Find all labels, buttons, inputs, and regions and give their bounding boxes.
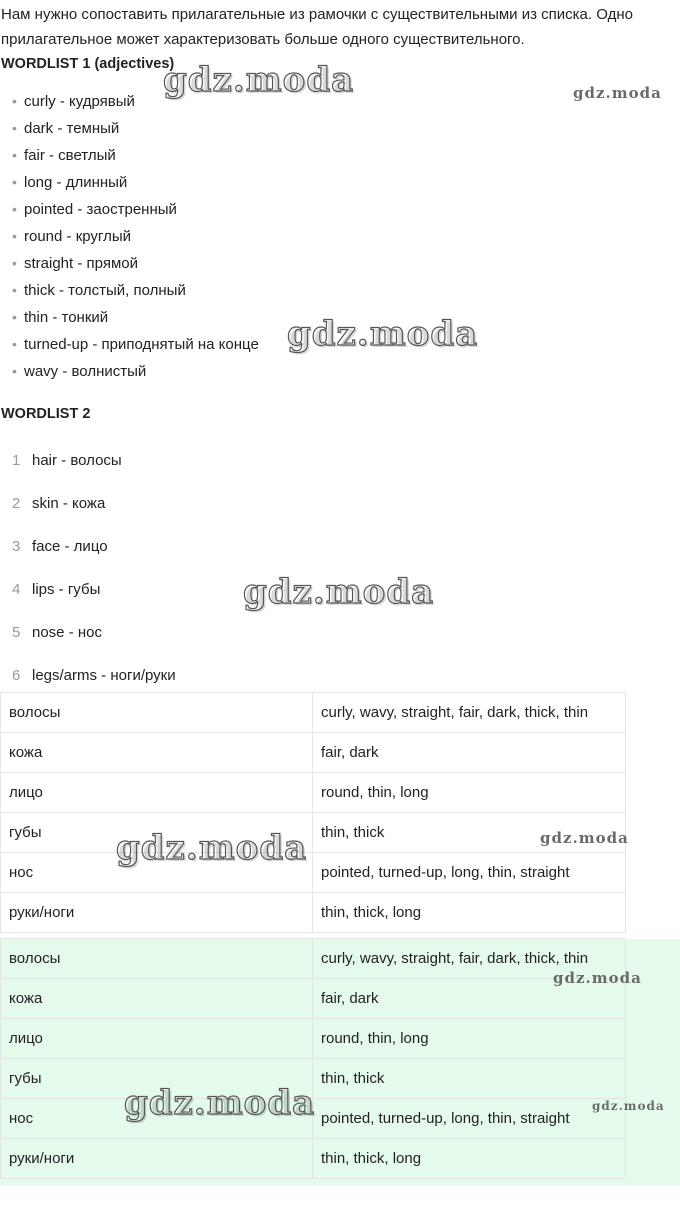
adjectives-cell: curly, wavy, straight, fair, dark, thick, thin xyxy=(313,939,626,979)
bullet-icon: • xyxy=(12,201,17,217)
watermark: gdz.moda xyxy=(116,828,308,868)
item-number: 6 xyxy=(12,667,21,684)
watermark: gdz.moda xyxy=(573,84,662,102)
adjective-text: straight - прямой xyxy=(24,255,138,272)
noun-text: face - лицо xyxy=(32,538,108,555)
wordlist1-title: WORDLIST 1 (adjectives) xyxy=(1,56,175,72)
noun-cell: руки/ноги xyxy=(1,893,313,933)
bullet-icon: • xyxy=(12,309,17,325)
bullet-icon: • xyxy=(12,228,17,244)
intro-text: Нам нужно сопоставить прилагательные из рамочки с существительными из списка. Одно прилагательное может характеризовать больше одного существительного. xyxy=(1,6,633,48)
table-row xyxy=(1,893,626,933)
noun-text: nose - нос xyxy=(32,624,102,641)
table-row xyxy=(1,733,626,773)
table-row xyxy=(1,773,626,813)
noun-item xyxy=(0,568,176,611)
adjective-item xyxy=(0,304,259,331)
adjectives-cell: thin, thick, long xyxy=(313,893,626,933)
adjective-item xyxy=(0,115,259,142)
adjective-item xyxy=(0,358,259,385)
noun-cell: волосы xyxy=(1,939,313,979)
bullet-icon: • xyxy=(12,93,17,109)
table-row xyxy=(1,693,626,733)
table-row xyxy=(1,1019,626,1059)
noun-cell: кожа xyxy=(1,979,313,1019)
adjectives-cell: round, thin, long xyxy=(313,1019,626,1059)
adjectives-cell: round, thin, long xyxy=(313,773,626,813)
noun-text: lips - губы xyxy=(32,581,101,598)
adjective-text: dark - темный xyxy=(24,120,120,137)
noun-cell: нос xyxy=(1,1099,313,1139)
answer-table-2 xyxy=(0,938,626,1179)
noun-text: skin - кожа xyxy=(32,495,106,512)
bullet-icon: • xyxy=(12,120,17,136)
adjectives-cell: curly, wavy, straight, fair, dark, thick, thin xyxy=(313,693,626,733)
table-row xyxy=(1,939,626,979)
adjectives-cell: thin, thick xyxy=(313,813,626,853)
bullet-icon: • xyxy=(12,282,17,298)
noun-cell: лицо xyxy=(1,773,313,813)
watermark: gdz.moda xyxy=(553,969,642,987)
item-number: 3 xyxy=(12,538,21,555)
table-row xyxy=(1,813,626,853)
watermark: gdz.moda xyxy=(124,1083,316,1123)
watermark: gdz.moda xyxy=(163,60,355,100)
noun-cell: губы xyxy=(1,1059,313,1099)
watermark: gdz.moda xyxy=(540,829,629,847)
adjective-text: turned-up - приподнятый на конце xyxy=(24,336,259,353)
noun-cell: губы xyxy=(1,813,313,853)
adjectives-cell: fair, dark xyxy=(313,733,626,773)
noun-text: legs/arms - ноги/руки xyxy=(32,667,176,684)
noun-cell: кожа xyxy=(1,733,313,773)
bullet-icon: • xyxy=(12,147,17,163)
adjective-item xyxy=(0,250,259,277)
adjective-text: long - длинный xyxy=(24,174,128,191)
adjective-item xyxy=(0,142,259,169)
bullet-icon: • xyxy=(12,174,17,190)
adjectives-cell: pointed, turned-up, long, thin, straight xyxy=(313,1099,626,1139)
watermark: gdz.moda xyxy=(243,572,435,612)
answer-table-1 xyxy=(0,692,626,933)
noun-item xyxy=(0,439,176,482)
bullet-icon: • xyxy=(12,363,17,379)
noun-item xyxy=(0,525,176,568)
adjective-item xyxy=(0,223,259,250)
watermark: gdz.moda xyxy=(287,314,479,354)
noun-cell: нос xyxy=(1,853,313,893)
adjective-item xyxy=(0,277,259,304)
adjective-text: thin - тонкий xyxy=(24,309,109,326)
noun-text: hair - волосы xyxy=(32,452,122,469)
adjective-item xyxy=(0,169,259,196)
adjectives-cell: thin, thick, long xyxy=(313,1139,626,1179)
adjective-text: fair - светлый xyxy=(24,147,116,164)
noun-cell: руки/ноги xyxy=(1,1139,313,1179)
noun-cell: волосы xyxy=(1,693,313,733)
adjective-item xyxy=(0,196,259,223)
adjective-text: pointed - заостренный xyxy=(24,201,177,218)
adjectives-cell: fair, dark xyxy=(313,979,626,1019)
table-row xyxy=(1,1139,626,1179)
table-row xyxy=(1,979,626,1019)
wordlist2-title: WORDLIST 2 xyxy=(1,406,91,422)
adjective-item xyxy=(0,331,259,358)
bullet-icon: • xyxy=(12,255,17,271)
adjective-list xyxy=(0,88,259,385)
watermark: gdz.moda xyxy=(592,1099,665,1113)
noun-cell: лицо xyxy=(1,1019,313,1059)
adjectives-cell: pointed, turned-up, long, thin, straight xyxy=(313,853,626,893)
adjectives-cell: thin, thick xyxy=(313,1059,626,1099)
item-number: 5 xyxy=(12,624,21,641)
adjective-text: curly - кудрявый xyxy=(24,93,135,110)
item-number: 2 xyxy=(12,495,21,512)
adjective-text: round - круглый xyxy=(24,228,131,245)
noun-item xyxy=(0,654,176,697)
adjective-text: thick - толстый, полный xyxy=(24,282,186,299)
item-number: 4 xyxy=(12,581,21,598)
bullet-icon: • xyxy=(12,336,17,352)
item-number: 1 xyxy=(12,452,21,469)
adjective-text: wavy - волнистый xyxy=(24,363,147,380)
noun-item xyxy=(0,482,176,525)
noun-item xyxy=(0,611,176,654)
table-row xyxy=(1,853,626,893)
noun-list xyxy=(0,439,176,697)
